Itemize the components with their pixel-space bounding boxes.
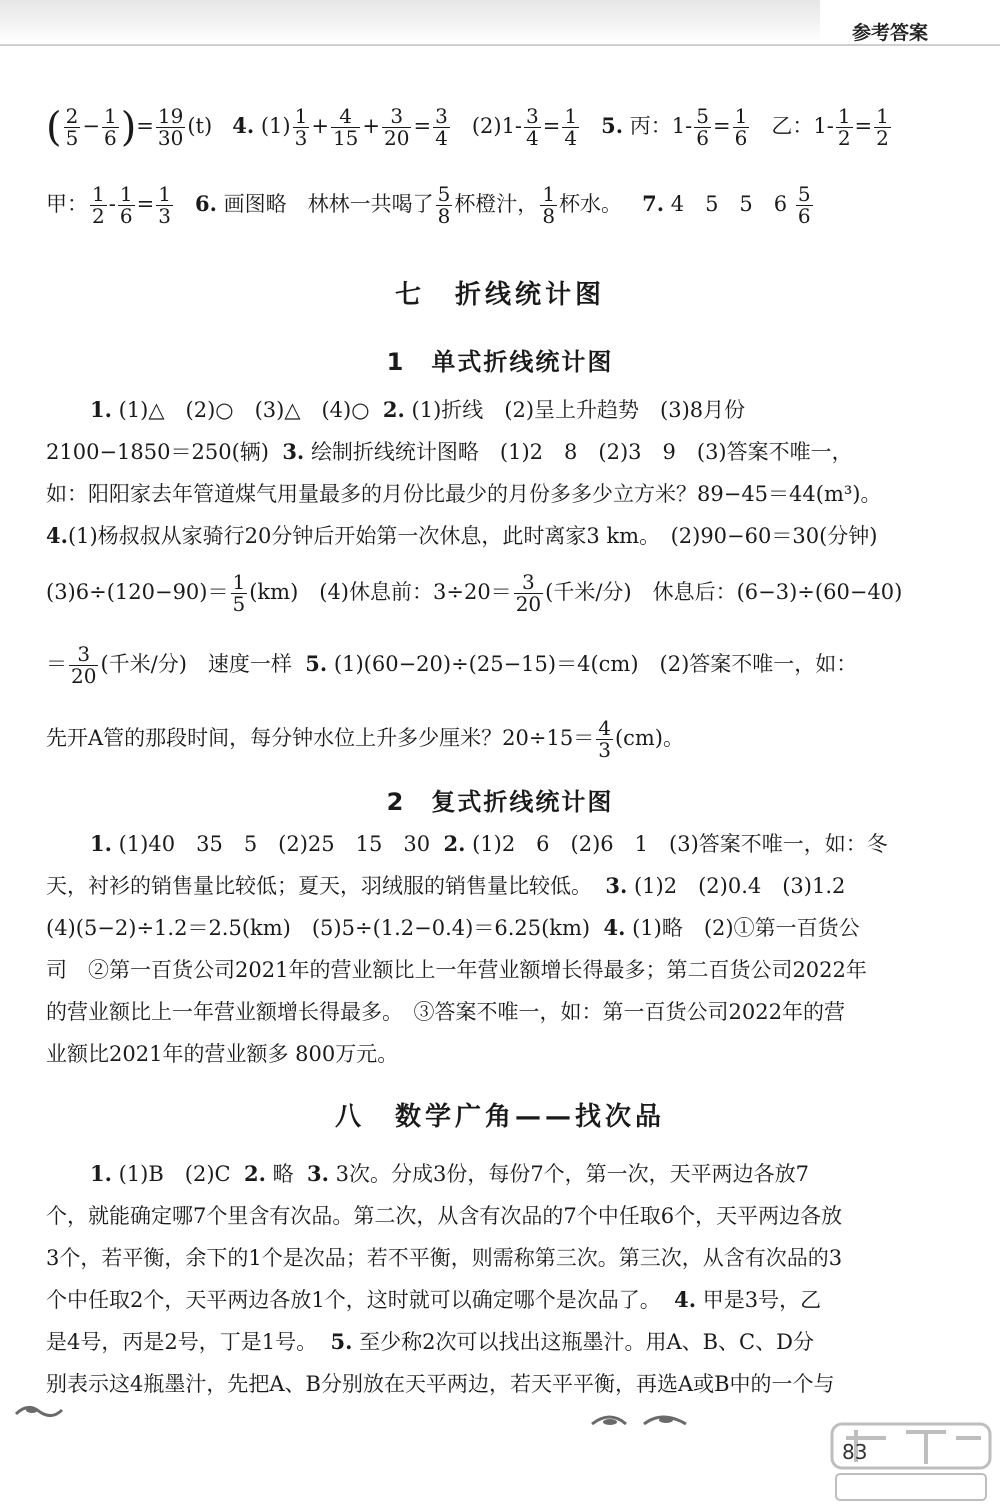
header-label: 参考答案	[851, 22, 928, 44]
section-title-7: 七 折线统计图	[394, 280, 605, 310]
s8-line-1: 1. (1)B (2)C 2. 略 3. 3次。分成3份，每份7个，第一次，天平两边各放7	[90, 1161, 810, 1186]
leaf-ornament-left-icon	[14, 1400, 64, 1424]
s8-line-3: 3个，若平衡，余下的1个是次品；若不平衡，则需称第三次。第三次，从含有次品的3	[46, 1246, 843, 1270]
s72-line-3: (4)(5−2)÷1.2＝2.5(km) (5)5÷(1.2−0.4)＝6.25(km) 4. (1)略 (2)①第一百货公	[46, 915, 860, 940]
fraction: $\frac{1}{6}$	[119, 182, 133, 228]
fraction: $\frac{19}{30}$	[157, 104, 184, 150]
section-title-8: 八 数学广角——找次品	[334, 1102, 665, 1132]
s71-line-3: 如：阳阳家去年管道煤气用量最多的月份比最少的月份多多少立方米？89−45＝44(m³)。	[46, 482, 882, 506]
s72-line-6: 业额比2021年的营业额多 800万元。	[46, 1042, 399, 1066]
s72-line-2: 天，衬衫的销售量比较低；夏天，羽绒服的销售量比较低。 3. (1)2 (2)0.4 (3)1.2	[46, 873, 846, 898]
fraction: $\frac{1}{2}$	[837, 104, 851, 150]
fraction: $\frac{1}{2}$	[92, 182, 105, 228]
fraction: $\frac{5}{6}$	[797, 182, 811, 228]
fraction: $\frac{5}{8}$	[437, 182, 451, 228]
subsection-title-7-2: 2 复式折线统计图	[386, 788, 614, 816]
header-divider	[0, 44, 1000, 46]
right-paren: )	[120, 104, 137, 151]
header-bar	[0, 0, 820, 42]
s71-line-1: 1. (1)△ (2)○ (3)△ (4)○ 2. (1)折线 (2)呈上升趋势 (3)8月份	[90, 397, 746, 422]
fraction: $\frac{2}{5}$	[65, 104, 79, 150]
top-line-2: 甲： $\frac{1}{2}$ - $\frac{1}{6}$ = $\frac{1}{3}$ 6. 画图略 林林一共喝了 $\frac{5}{8}$ 杯橙汁， $\frac{1}{8}$ 杯水。 7. 4 5 5 6 $\frac{5}{6}$	[46, 182, 811, 228]
fraction: $\frac{1}{3}$	[294, 104, 308, 150]
s8-line-4: 个中任取2个，天平两边各放1个，这时就可以确定哪个是次品了。 4. 甲是3号，乙	[46, 1287, 822, 1312]
s71-line-7: 先开A管的那段时间，每分钟水位上升多少厘米？20÷15＝ $\frac{4}{3}$ (cm)。	[46, 716, 684, 762]
s8-line-2: 个，就能确定哪7个里含有次品。第二次，从含有次品的7个中任取6个，天平两边各放	[46, 1204, 843, 1228]
left-paren: (	[46, 104, 62, 151]
s71-line-6: ＝ $\frac{3}{20}$ (千米/分) 速度一样 5. (1)(60−20)÷(25−15)＝4(cm) (2)答案不唯一，如：	[46, 642, 858, 688]
fraction: $\frac{3}{20}$	[515, 570, 542, 616]
fraction: $\frac{1}{6}$	[734, 104, 748, 150]
fraction: $\frac{1}{2}$	[876, 104, 889, 150]
s71-line-5: (3)6÷(120−90)＝ $\frac{1}{5}$ (km) (4)休息前：3÷20＝ $\frac{3}{20}$ (千米/分) 休息后：(6−3)÷(60−40)	[46, 570, 903, 616]
fraction: $\frac{3}{4}$	[435, 104, 448, 150]
fraction: $\frac{1}{6}$	[103, 104, 117, 150]
page-number: 83	[842, 1440, 868, 1464]
fraction: $\frac{1}{5}$	[232, 570, 246, 616]
subsection-title-7-1: 1 单式折线统计图	[386, 348, 614, 376]
fraction: $\frac{4}{3}$	[598, 716, 611, 762]
s72-line-4: 司 ②第一百货公司2021年的营业额比上一年营业额增长得最多；第二百货公司2022年	[46, 958, 867, 982]
fraction: $\frac{3}{20}$	[71, 642, 97, 688]
top-line-1: ( $\frac{2}{5}$ − $\frac{1}{6}$ )= $\frac{19}{30}$ (t) 4. (1) $\frac{1}{3}$ + $\frac{4}{15}$ + $\frac{3}{20}$ = $\frac{3}{4}$ (2)1- $\frac{3}{4}$ = $\frac{1}{4}$ 5. 丙：1- $\frac{5}{6}$ = $\frac{1}{6}$ 乙：1- $\frac{1}{2}$ = $\frac{1}{2}$	[46, 104, 889, 151]
s72-line-5: 的营业额比上一年营业额增长得最多。 ③答案不唯一，如：第一百货公司2022年的营	[46, 1000, 845, 1024]
s71-line-4: 4.(1)杨叔叔从家骑行20分钟后开始第一次休息，此时离家3 km。 (2)90−60＝30(分钟)	[46, 523, 878, 548]
fraction: $\frac{1}{4}$	[564, 104, 578, 150]
s8-line-5: 是4号，丙是2号，丁是1号。 5. 至少称2次可以找出这瓶墨汁。用A、B、C、D分	[46, 1329, 814, 1354]
fraction: $\frac{1}{3}$	[158, 182, 171, 228]
fraction: $\frac{5}{6}$	[696, 104, 709, 150]
s71-line-2: 2100−1850＝250(辆) 3. 绘制折线统计图略 (1)2 8 (2)3 9 (3)答案不唯一，	[46, 439, 853, 464]
s8-line-6: 别表示这4瓶墨汁，先把A、B分别放在天平两边，若天平平衡，再选A或B中的一个与	[46, 1372, 835, 1396]
s72-line-1: 1. (1)40 35 5 (2)25 15 30 2. (1)2 6 (2)6 1 (3)答案不唯一，如：冬	[90, 831, 888, 856]
fraction: $\frac{1}{8}$	[542, 182, 556, 228]
fraction: $\frac{3}{20}$	[384, 104, 410, 150]
leaf-ornament-right-icon	[590, 1408, 690, 1438]
fraction: $\frac{4}{15}$	[332, 104, 359, 150]
fraction: $\frac{3}{4}$	[526, 104, 539, 150]
